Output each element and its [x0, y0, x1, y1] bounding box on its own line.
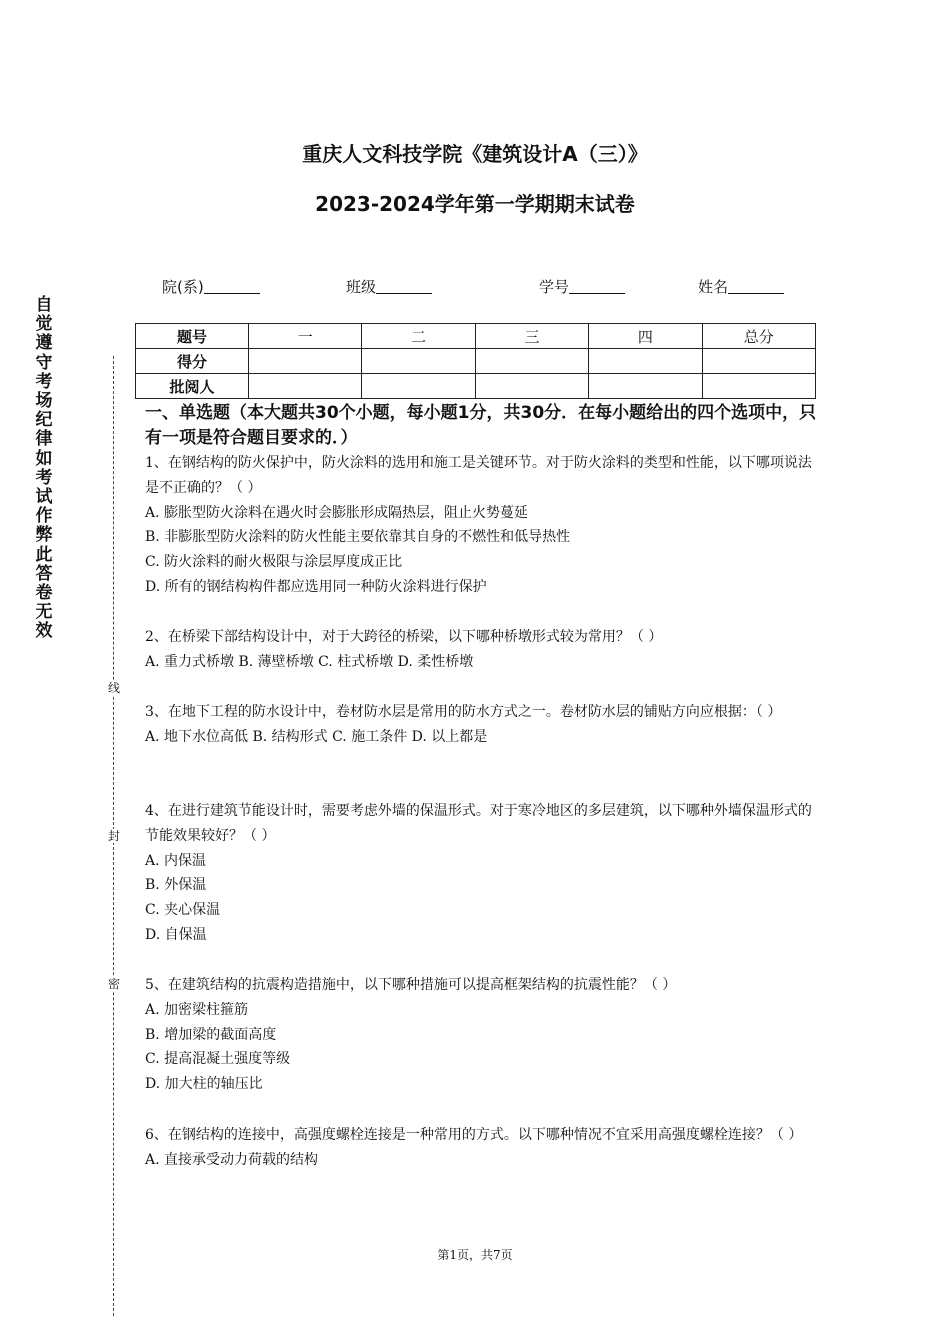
grader-row	[136, 374, 816, 399]
section-1-heading: 一、单选题（本大题共30个小题，每小题1分，共30分．在每小题给出的四个选项中，只有一项是符合题目要求的．）	[145, 403, 817, 448]
question-5	[145, 973, 815, 1097]
page-number: 第1页，共7页	[437, 1248, 513, 1262]
score-cell[interactable]	[249, 349, 362, 374]
question-4	[145, 799, 815, 948]
grader-cell[interactable]	[475, 374, 588, 399]
grader-cell[interactable]	[589, 374, 702, 399]
department-blank[interactable]	[204, 277, 260, 294]
class-blank[interactable]	[376, 277, 432, 294]
seal-mark-seal: 封	[107, 829, 120, 843]
score-table-header-row	[136, 324, 816, 349]
score-cell[interactable]	[362, 349, 475, 374]
grader-cell[interactable]	[702, 374, 815, 399]
info-class: 班级	[346, 276, 432, 297]
score-cell[interactable]	[702, 349, 815, 374]
options-inline[interactable]: A. 地下水位高低 B. 结构形式 C. 施工条件 D. 以上都是	[145, 728, 488, 745]
options-inline[interactable]: A. 重力式桥墩 B. 薄壁桥墩 C. 柱式桥墩 D. 柔性桥墩	[145, 653, 474, 670]
col-part-4: 四	[589, 324, 702, 349]
question-2	[145, 625, 815, 675]
option-c[interactable]: C. 提高混凝土强度等级	[145, 1051, 291, 1068]
question-stem: 2、在桥梁下部结构设计中，对于大跨径的桥梁，以下哪种桥墩形式较为常用？（ ）	[145, 629, 663, 645]
seal-mark-line: 线	[107, 681, 120, 695]
option-d[interactable]: D. 自保温	[145, 926, 207, 943]
question-stem: 3、在地下工程的防水设计中，卷材防水层是常用的防水方式之一。卷材防水层的铺贴方向应根据：（ ）	[145, 704, 782, 720]
col-part-2: 二	[362, 324, 475, 349]
option-c[interactable]: C. 防火涂料的耐火极限与涂层厚度成正比	[145, 554, 403, 571]
option-b[interactable]: B. 外保温	[145, 877, 207, 894]
seal-mark-secret: 密	[107, 977, 120, 991]
option-b[interactable]: B. 非膨胀型防火涂料的防火性能主要依靠其自身的不燃性和低导热性	[145, 529, 571, 546]
question-6	[145, 1123, 815, 1173]
col-total: 总分	[702, 324, 815, 349]
col-question-no: 题号	[136, 324, 249, 349]
row-label-grader: 批阅人	[136, 374, 249, 399]
score-cell[interactable]	[475, 349, 588, 374]
question-3	[145, 700, 815, 750]
score-table	[135, 323, 816, 399]
question-stem: 5、在建筑结构的抗震构造措施中，以下哪种措施可以提高框架结构的抗震性能？（ ）	[145, 977, 677, 993]
option-b[interactable]: B. 增加梁的截面高度	[145, 1026, 277, 1043]
exam-subtitle: 2023-2024学年第一学期期末试卷	[315, 192, 635, 216]
option-a[interactable]: A. 直接承受动力荷载的结构	[145, 1151, 319, 1168]
grader-cell[interactable]	[249, 374, 362, 399]
option-c[interactable]: C. 夹心保温	[145, 902, 221, 919]
info-department: 院(系)	[162, 276, 260, 297]
option-a[interactable]: A. 加密梁柱箍筋	[145, 1001, 249, 1018]
col-part-1: 一	[249, 324, 362, 349]
question-1	[145, 451, 815, 600]
option-a[interactable]: A. 内保温	[145, 852, 207, 869]
exam-discipline-note: 自觉遵守考场纪律如考试作弊此答卷无效	[35, 295, 53, 642]
option-d[interactable]: D. 所有的钢结构构件都应选用同一种防火涂料进行保护	[145, 578, 487, 595]
question-stem: 1、在钢结构的防火保护中，防火涂料的选用和施工是关键环节。对于防火涂料的类型和性能，以下哪项说法是不正确的？（ ）	[145, 455, 812, 496]
option-a[interactable]: A. 膨胀型防火涂料在遇火时会膨胀形成隔热层，阻止火势蔓延	[145, 504, 529, 521]
exam-title: 重庆人文科技学院《建筑设计A（三）》	[302, 142, 648, 166]
col-part-3: 三	[475, 324, 588, 349]
grader-cell[interactable]	[362, 374, 475, 399]
score-row	[136, 349, 816, 374]
name-blank[interactable]	[728, 277, 784, 294]
info-student-id: 学号	[539, 276, 625, 297]
question-stem: 6、在钢结构的连接中，高强度螺栓连接是一种常用的方式。以下哪种情况不宜采用高强度螺栓连接？（ ）	[145, 1127, 803, 1143]
option-d[interactable]: D. 加大柱的轴压比	[145, 1076, 263, 1093]
row-label-score: 得分	[136, 349, 249, 374]
student-id-blank[interactable]	[569, 277, 625, 294]
info-name: 姓名	[698, 276, 784, 297]
score-cell[interactable]	[589, 349, 702, 374]
question-stem: 4、在进行建筑节能设计时，需要考虑外墙的保温形式。对于寒冷地区的多层建筑，以下哪种外墙保温形式的节能效果较好？（ ）	[145, 803, 812, 844]
